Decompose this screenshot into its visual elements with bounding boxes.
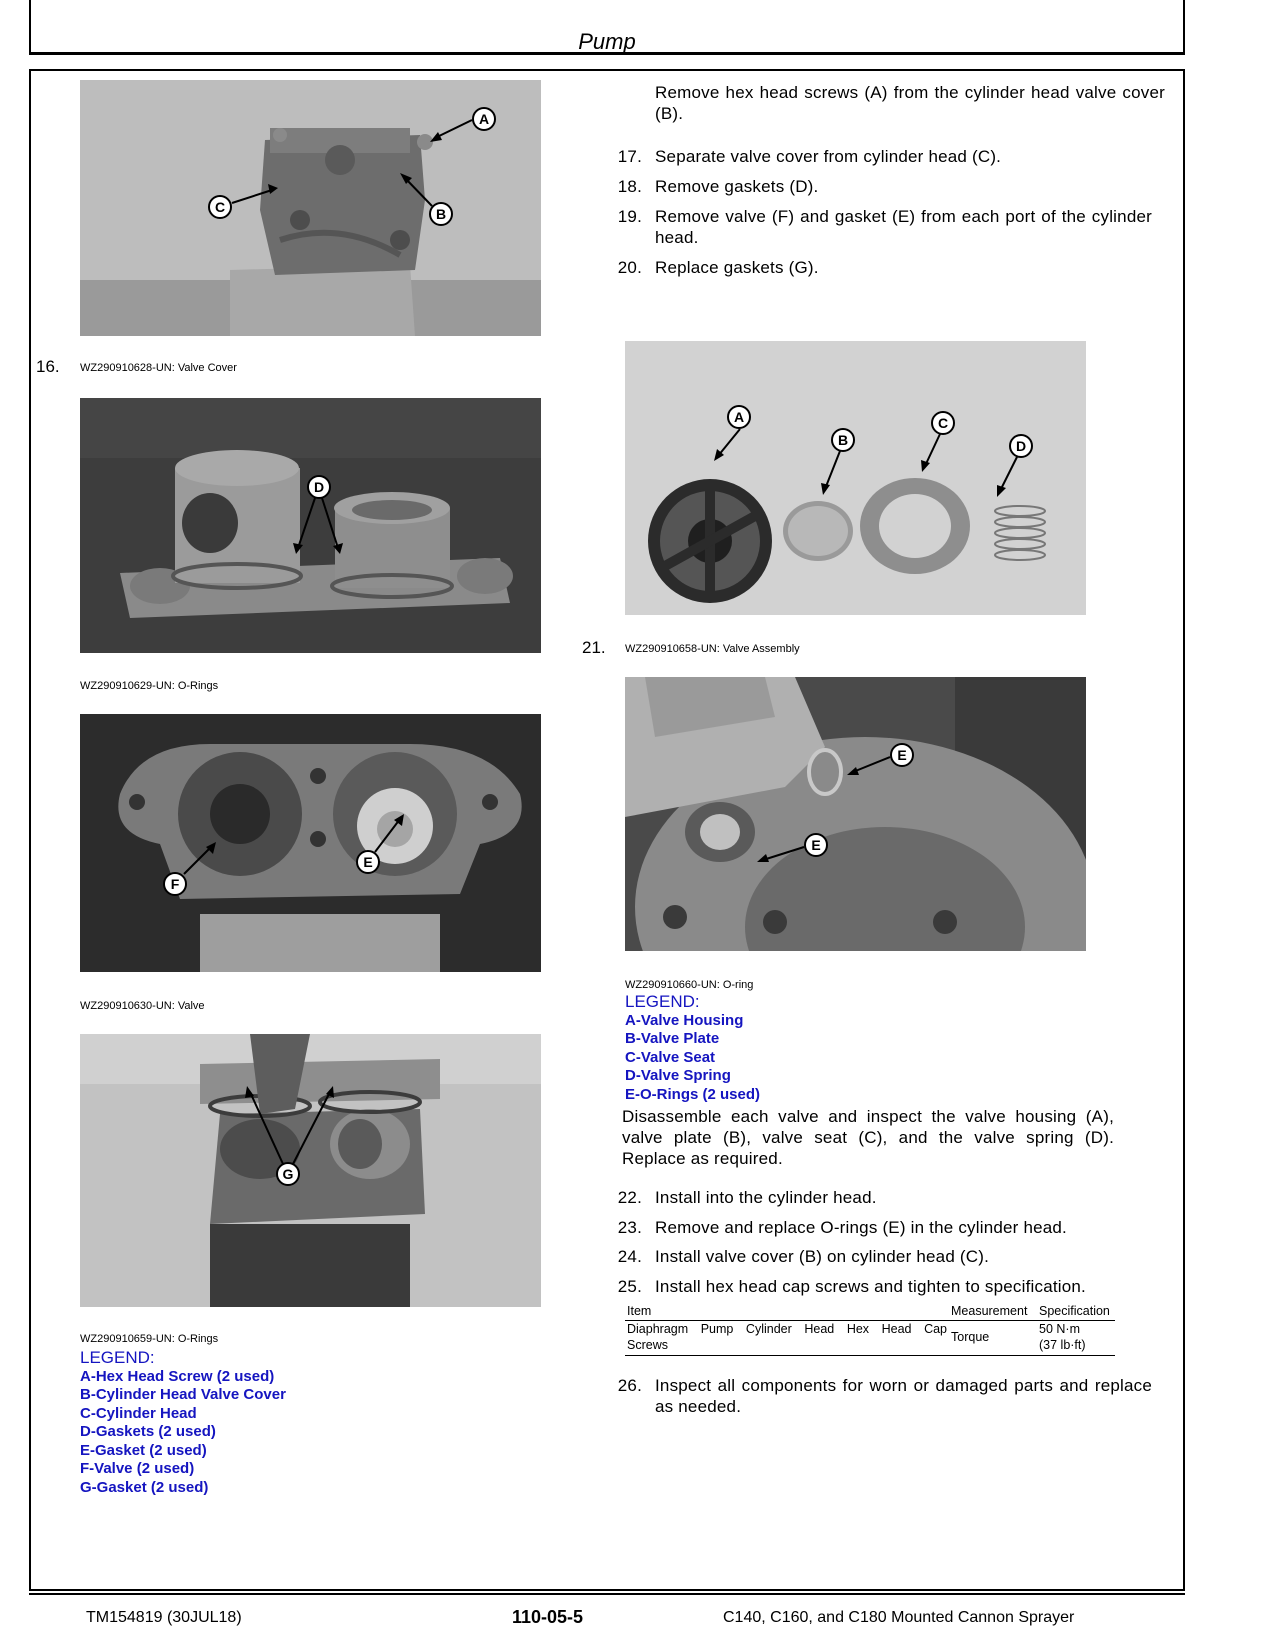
spec-item-line2: Screws bbox=[627, 1338, 668, 1352]
spec-value-line1: 50 N·m bbox=[1039, 1322, 1080, 1336]
svg-text:C: C bbox=[214, 199, 226, 215]
callout-a bbox=[714, 406, 750, 461]
legend-title: LEGEND: bbox=[80, 1348, 155, 1367]
footer-page-number: 110-05-5 bbox=[512, 1607, 584, 1627]
svg-text:D: D bbox=[313, 479, 325, 495]
legend-left bbox=[80, 1349, 286, 1497]
callout-a bbox=[430, 108, 495, 142]
caption-valve: WZ290910630-UN: Valve bbox=[80, 1000, 205, 1012]
spec-header-measurement: Measurement bbox=[951, 1304, 1028, 1318]
svg-text:D: D bbox=[1015, 438, 1027, 454]
caption-o-ring: WZ290910660-UN: O-ring bbox=[625, 979, 754, 991]
step-text: Install hex head cap screws and tighten to specification. bbox=[655, 1277, 1086, 1296]
svg-text:E: E bbox=[897, 747, 907, 763]
step-number: 19. bbox=[617, 207, 642, 226]
svg-text:E: E bbox=[811, 837, 821, 853]
svg-text:A: A bbox=[733, 409, 745, 425]
spec-header-item: Item bbox=[627, 1304, 652, 1318]
spec-value-line2: (37 lb·ft) bbox=[1039, 1338, 1086, 1352]
svg-text:A: A bbox=[478, 111, 490, 127]
step-text: Inspect all components for worn or damaged parts and replace as needed. bbox=[655, 1376, 1152, 1416]
callout-e bbox=[357, 814, 404, 873]
callout-d bbox=[997, 435, 1032, 497]
legend-item: C-Valve Seat bbox=[625, 1048, 716, 1066]
callout-f bbox=[164, 842, 216, 895]
step-number: 20. bbox=[617, 258, 642, 277]
callouts-photo-gaskets bbox=[80, 1034, 541, 1307]
legend-title: LEGEND: bbox=[625, 992, 700, 1011]
legend-item: D-Gaskets (2 used) bbox=[80, 1423, 216, 1440]
step-21-number: 21. bbox=[582, 638, 606, 657]
callouts-photo-valve-cover bbox=[80, 80, 541, 336]
step-number: 17. bbox=[617, 147, 642, 166]
caption-gaskets: WZ290910659-UN: O-Rings bbox=[80, 1333, 219, 1345]
svg-text:G: G bbox=[282, 1166, 294, 1182]
intro-paragraph: Remove hex head screws (A) from the cylinder head valve cover (B). bbox=[655, 83, 1165, 123]
callout-e-lower bbox=[757, 834, 827, 862]
svg-text:B: B bbox=[435, 206, 447, 222]
legend-item: E-Gasket (2 used) bbox=[80, 1441, 207, 1459]
page-section-title: Pump bbox=[578, 29, 636, 54]
callout-b bbox=[821, 429, 854, 495]
footer-manual-id: TM154819 (30JUL18) bbox=[86, 1609, 242, 1626]
callout-e-upper bbox=[847, 744, 913, 775]
disassemble-paragraph: Disassemble each valve and inspect the valve housing (A), valve plate (B), valve seat (C), and the valve spring (D). Replace as required. bbox=[622, 1107, 1114, 1168]
spec-table bbox=[625, 1304, 1115, 1356]
step-number: 22. bbox=[617, 1188, 642, 1207]
step-16-number: 16. bbox=[36, 357, 60, 376]
step-number: 26. bbox=[617, 1376, 642, 1395]
caption-valve-assembly: WZ290910658-UN: Valve Assembly bbox=[625, 643, 800, 655]
step-text: Remove gaskets (D). bbox=[655, 177, 819, 196]
footer-product-title: C140, C160, and C180 Mounted Cannon Sprayer bbox=[723, 1609, 1075, 1626]
step-text: Separate valve cover from cylinder head (C). bbox=[655, 147, 1002, 166]
step-number: 23. bbox=[617, 1218, 642, 1237]
step-number: 24. bbox=[617, 1247, 642, 1266]
spec-header-specification: Specification bbox=[1039, 1304, 1110, 1318]
callout-b bbox=[400, 173, 452, 225]
legend-item: C-Cylinder Head bbox=[80, 1404, 197, 1422]
svg-text:B: B bbox=[837, 432, 849, 448]
step-text: Install into the cylinder head. bbox=[655, 1188, 877, 1207]
svg-text:E: E bbox=[363, 854, 373, 870]
legend-item: F-Valve (2 used) bbox=[80, 1460, 195, 1477]
svg-text:C: C bbox=[937, 415, 949, 431]
callout-g bbox=[245, 1086, 334, 1185]
callout-d bbox=[293, 476, 343, 554]
legend-item: B-Cylinder Head Valve Cover bbox=[80, 1386, 286, 1403]
callout-c bbox=[921, 412, 954, 472]
legend-item: D-Valve Spring bbox=[625, 1067, 731, 1084]
callouts-photo-valve-assembly bbox=[625, 341, 1086, 615]
step-text: Remove valve (F) and gasket (E) from each port of the cylinder head. bbox=[655, 207, 1152, 247]
spec-measurement: Torque bbox=[951, 1330, 990, 1344]
spec-item-line1: Diaphragm Pump Cylinder Head Hex Head Cap bbox=[627, 1322, 947, 1336]
callout-c bbox=[209, 184, 278, 218]
svg-text:F: F bbox=[170, 876, 180, 892]
content-frame-bottom-rule bbox=[29, 1593, 1185, 1595]
callouts-photo-o-rings bbox=[80, 398, 541, 653]
legend-item: B-Valve Plate bbox=[625, 1030, 720, 1047]
header-box bbox=[29, 0, 1185, 55]
step-text: Replace gaskets (G). bbox=[655, 258, 819, 277]
legend-item: A-Valve Housing bbox=[625, 1011, 744, 1029]
caption-valve-cover: WZ290910628-UN: Valve Cover bbox=[80, 362, 237, 374]
step-text: Remove and replace O-rings (E) in the cylinder head. bbox=[655, 1218, 1067, 1237]
step-number: 25. bbox=[617, 1277, 642, 1296]
caption-o-rings: WZ290910629-UN: O-Rings bbox=[80, 680, 219, 692]
callouts-photo-valve bbox=[80, 714, 541, 972]
callouts-photo-o-ring bbox=[625, 677, 1086, 951]
legend-item: G-Gasket (2 used) bbox=[80, 1478, 209, 1496]
legend-right bbox=[625, 993, 760, 1104]
legend-item: E-O-Rings (2 used) bbox=[625, 1085, 761, 1103]
step-number: 18. bbox=[617, 177, 642, 196]
step-text: Install valve cover (B) on cylinder head (C). bbox=[655, 1247, 990, 1266]
legend-item: A-Hex Head Screw (2 used) bbox=[80, 1367, 275, 1385]
spec-table-header bbox=[625, 1304, 1115, 1321]
spec-table-row bbox=[625, 1321, 1115, 1356]
